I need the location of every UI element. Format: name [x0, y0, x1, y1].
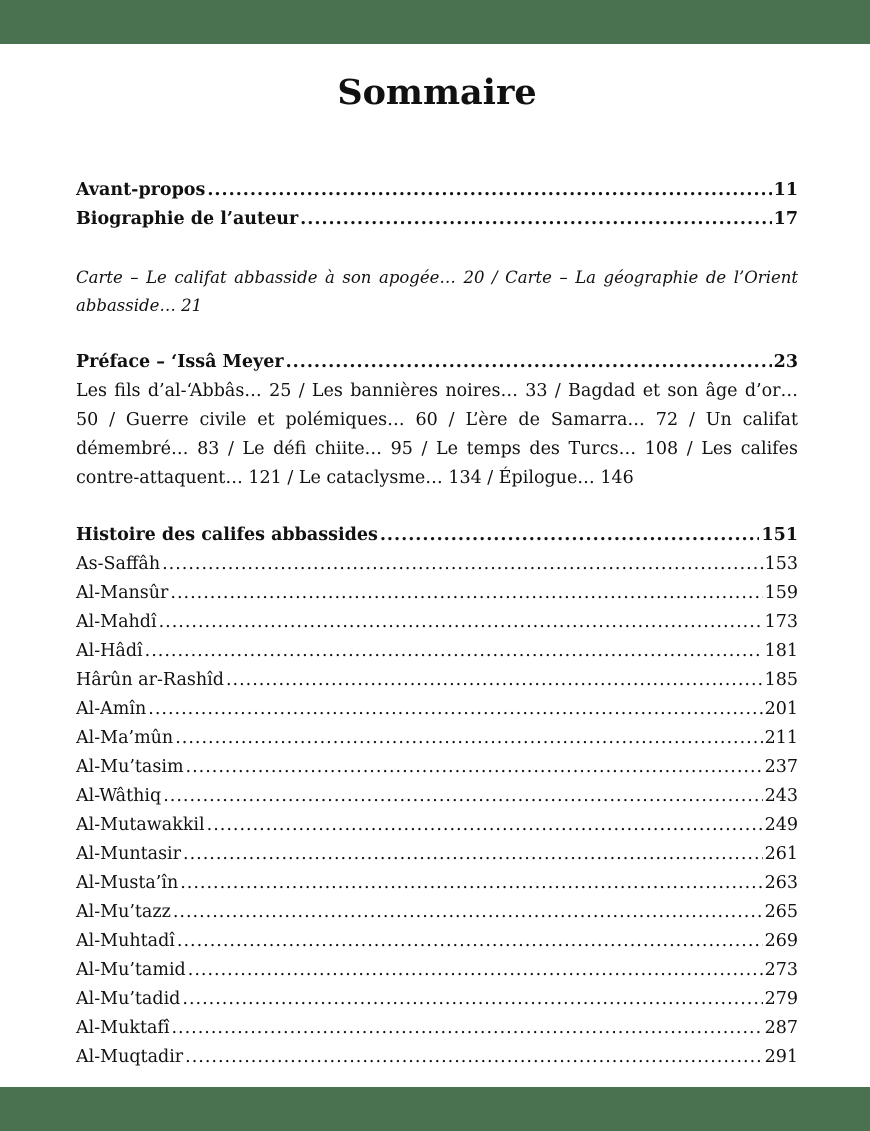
dot-leader: [183, 840, 763, 869]
toc-entry: [76, 1043, 798, 1072]
toc-entry-label: Al-Amîn: [76, 699, 147, 719]
toc-entry-page: 211: [764, 728, 798, 748]
toc-entry: [76, 724, 798, 753]
toc-entry-page: 159: [764, 583, 798, 603]
toc-entry-label: Biographie de l’auteur: [76, 209, 299, 229]
toc-entry-page: 261: [764, 844, 798, 864]
dot-leader: [170, 579, 762, 608]
dot-leader: [286, 348, 772, 377]
toc-entry: [76, 782, 798, 811]
dot-leader: [182, 985, 762, 1014]
toc-entry-page: 273: [764, 960, 798, 980]
dot-leader: [207, 176, 771, 205]
toc-entry-label: Al-Musta’în: [76, 873, 179, 893]
toc-entry-page: 17: [773, 209, 798, 229]
dot-leader: [188, 956, 763, 985]
toc-entry-page: 181: [764, 641, 798, 661]
toc-entry-page: 265: [764, 902, 798, 922]
toc-entry-label: Al-Muhtadî: [76, 931, 175, 951]
dot-leader: [145, 637, 763, 666]
toc-entry: [76, 1014, 798, 1043]
toc-entry-page: 263: [764, 873, 798, 893]
toc-entry-label: Al-Mu’tadid: [76, 989, 181, 1009]
top-color-band: [0, 0, 870, 44]
dot-leader: [159, 608, 763, 637]
dot-leader: [173, 898, 763, 927]
toc-entry: [76, 898, 798, 927]
dot-leader: [300, 205, 771, 234]
dot-leader: [171, 1014, 762, 1043]
toc-entry: [76, 753, 798, 782]
toc-entry-page: 269: [764, 931, 798, 951]
toc-entry-page: 243: [764, 786, 798, 806]
toc-entry-page: 249: [764, 815, 798, 835]
toc-entry-label: Al-Mu’tamid: [76, 960, 186, 980]
toc-entry-page: 23: [773, 352, 798, 372]
toc-entry-page: 11: [773, 180, 798, 200]
dot-leader: [175, 724, 762, 753]
toc-entry-page: 291: [764, 1047, 798, 1067]
dot-leader: [177, 927, 763, 956]
dot-leader: [207, 811, 763, 840]
toc-entry: [76, 695, 798, 724]
toc-entry-label: Al-Mahdî: [76, 612, 157, 632]
dot-leader: [163, 782, 762, 811]
toc-entry-label: Avant-propos: [76, 180, 206, 200]
dot-leader: [180, 869, 762, 898]
toc-section-heading: [76, 348, 798, 377]
toc-entry-page: 151: [761, 525, 798, 545]
toc-entry: [76, 956, 798, 985]
toc-entry: [76, 579, 798, 608]
toc-entry: [76, 637, 798, 666]
maps-note: Carte – Le califat abbasside à son apogée… 20 / Carte – La géographie de l’Orient abbasside… 21: [76, 268, 798, 315]
toc-entry-label: Al-Muntasir: [76, 844, 182, 864]
toc-entry-label: Préface – ‘Issâ Meyer: [76, 352, 284, 372]
toc-entry-page: 201: [764, 699, 798, 719]
toc-entry: [76, 985, 798, 1014]
toc-entry: [76, 869, 798, 898]
toc-entry-page: 287: [764, 1018, 798, 1038]
toc-entry: [76, 811, 798, 840]
toc-entry-page: 279: [764, 989, 798, 1009]
dot-leader: [185, 1043, 762, 1072]
toc-entry-label: Al-Muqtadir: [76, 1047, 184, 1067]
toc-entry: [76, 608, 798, 637]
preface-chapters: Les fils d’al-‘Abbâs… 25 / Les bannières noires… 33 / Bagdad et son âge d’or… 50 / Guerre civile et polémiques… 60 / L’ère de Samarra… 72 / Un califat démembré… 83 / Le défi chiite… 95 / Le temps des Turcs… 108 / Les califes contre-attaquent… 121 / Le cataclysme… 134 / Épilogue… 146: [76, 381, 798, 488]
toc-entry-label: Al-Ma’mûn: [76, 728, 174, 748]
bottom-color-band: [0, 1087, 870, 1131]
toc-entry: [76, 176, 798, 205]
toc-entry-label: Al-Mu’tasim: [76, 757, 184, 777]
toc-entry-label: Al-Mutawakkil: [76, 815, 205, 835]
toc-entry-page: 237: [764, 757, 798, 777]
dot-leader: [380, 521, 760, 550]
toc-entry-label: Al-Hâdî: [76, 641, 143, 661]
toc-section-heading: [76, 521, 798, 550]
toc-entry: [76, 550, 798, 579]
toc-entry-page: 173: [764, 612, 798, 632]
toc-entry: [76, 666, 798, 695]
toc-entry-label: Al-Mu’tazz: [76, 902, 171, 922]
toc-entry-label: As-Saffâh: [76, 554, 161, 574]
toc-entry-label: Al-Mansûr: [76, 583, 169, 603]
toc-entry: [76, 205, 798, 234]
dot-leader: [186, 753, 763, 782]
toc-entry: [76, 927, 798, 956]
toc-entry: [76, 840, 798, 869]
toc-entry-label: Histoire des califes abbassides: [76, 525, 378, 545]
page-title: Sommaire: [337, 72, 537, 113]
dot-leader: [162, 550, 763, 579]
toc-entry-label: Al-Muktafî: [76, 1018, 170, 1038]
dot-leader: [148, 695, 762, 724]
table-of-contents: [76, 70, 798, 1072]
caliph-list: [76, 550, 798, 1072]
toc-entry-page: 153: [764, 554, 798, 574]
toc-entry-label: Hârûn ar-Rashîd: [76, 670, 224, 690]
toc-entry-label: Al-Wâthiq: [76, 786, 162, 806]
toc-entry-page: 185: [764, 670, 798, 690]
dot-leader: [226, 666, 763, 695]
